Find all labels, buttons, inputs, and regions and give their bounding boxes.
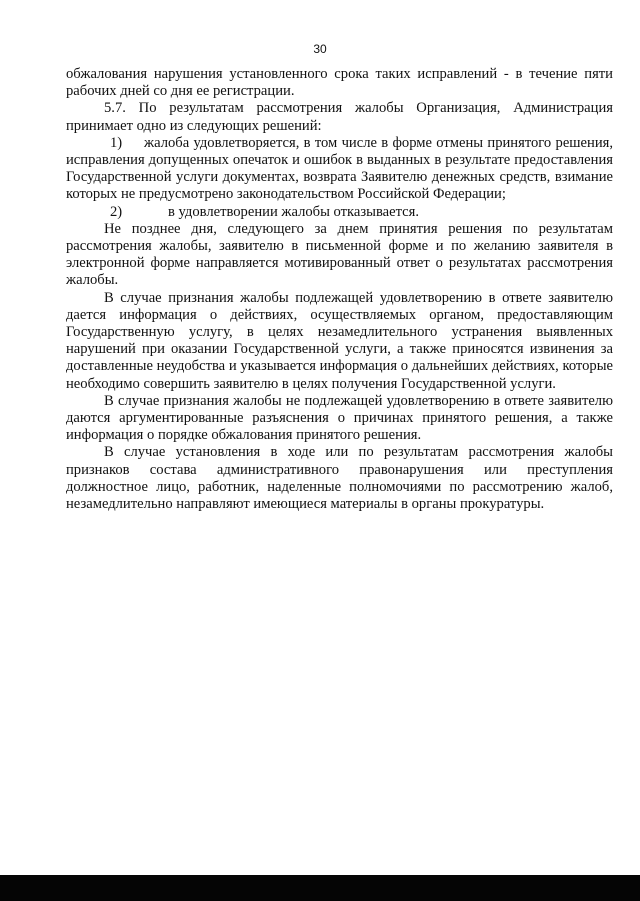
list-item-1 (66, 135, 613, 204)
paragraph-continuation: обжалования нарушения установленного срока таких исправлений - в течение пяти рабочих дней со дня ее регистрации. (66, 66, 613, 100)
list-item-2-text: в удовлетворении жалобы отказывается. (168, 203, 420, 220)
paragraph-prosecutor: В случае установления в ходе или по результатам рассмотрения жалобы признаков состава административного правонарушения или преступления должностное лицо, работник, наделенные полномочиями по рассмотрению жалоб, незамедлительно направляют имеющиеся материалы в органы прокуратуры. (66, 444, 613, 513)
document-body (66, 66, 613, 513)
scan-bottom-edge (0, 875, 640, 901)
paragraph-5-7: 5.7. По результатам рассмотрения жалобы Организация, Администрация принимает одно из следующих решений: (66, 100, 613, 134)
page-number: 30 (313, 42, 327, 56)
list-item-2 (66, 204, 613, 221)
list-item-1-number: 1) (110, 134, 123, 151)
list-item-1-text: жалоба удовлетворяется, в том числе в форме отмены принятого решения, исправления допущенных опечаток и ошибок в выданных в результате предоставления Государственной услуги документах, возврата Заявителю денежных средств, взимание которых не предусмотрено законодательством Российской Федерации; (66, 134, 613, 203)
list-item-2-number: 2) (110, 203, 123, 220)
paragraph-satisfied: В случае признания жалобы подлежащей удовлетворению в ответе заявителю дается информация о действиях, осуществляемых органом, предоставляющим Государственную услугу, в целях незамедлительного устранения выявленных нарушений при оказании Государственной услуги, а также приносятся извинения за доставленные неудобства и указывается информация о дальнейших действиях, которые необходимо совершить заявителю в целях получения Государственной услуги. (66, 289, 613, 392)
paragraph-deadline: Не позднее дня, следующего за днем принятия решения по результатам рассмотрения жалобы, заявителю в письменной форме и по желанию заявителя в электронной форме направляется мотивированный ответ о результатах рассмотрения жалобы. (66, 220, 613, 289)
paragraph-rejected: В случае признания жалобы не подлежащей удовлетворению в ответе заявителю даются аргументированные разъяснения о причинах принятого решения, а также информация о порядке обжалования принятого решения. (66, 392, 613, 444)
